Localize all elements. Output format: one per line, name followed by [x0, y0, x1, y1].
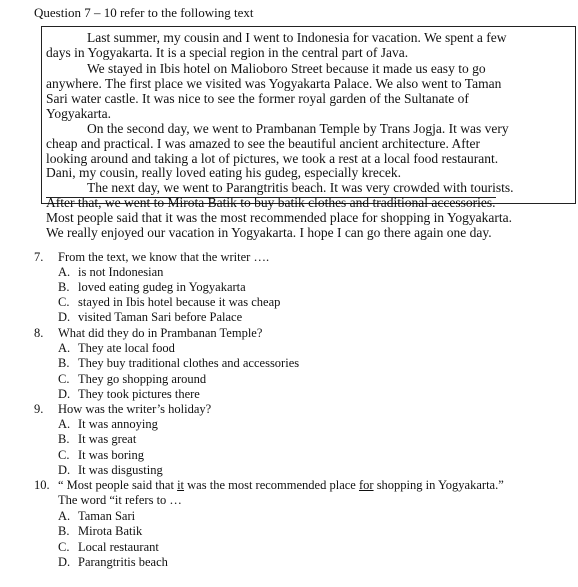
option-text: loved eating gudeg in Yogyakarta: [78, 280, 246, 294]
passage-line: Most people said that it was the most recommended place for shopping in Yogyakarta.: [46, 210, 513, 225]
answer-option[interactable]: [58, 387, 200, 402]
passage-line: We stayed in Ibis hotel on Malioboro Street because it made us easy to go: [87, 61, 486, 76]
underlined-word: for: [358, 478, 374, 492]
passage-line: The next day, we went to Parangtritis beach. It was very crowded with tourists.: [87, 180, 514, 195]
option-letter: D.: [58, 463, 71, 477]
question-text: What did they do in Prambanan Temple?: [58, 326, 263, 340]
option-text: is not Indonesian: [78, 265, 164, 279]
question-text: How was the writer’s holiday?: [58, 402, 212, 416]
passage-line: Dani, my cousin, really loved eating his gudeg, especially krecek.: [46, 165, 402, 180]
option-letter: D.: [58, 387, 71, 401]
option-text: visited Taman Sari before Palace: [78, 310, 243, 324]
answer-option[interactable]: [58, 524, 142, 539]
question-subtext: The word “it refers to …: [58, 493, 182, 507]
question-text-part: “ Most people said that: [58, 478, 178, 492]
passage-line: looking around and taking a lot of pictures, we took a rest at a local food restaurant.: [46, 151, 499, 166]
question-text-part: shopping in Yogyakarta.”: [373, 478, 504, 492]
answer-option[interactable]: [58, 295, 280, 310]
option-letter: D.: [58, 555, 71, 569]
option-letter: C.: [58, 295, 70, 309]
option-text: It was disgusting: [78, 463, 163, 477]
option-letter: C.: [58, 372, 70, 386]
passage-line: Yogyakarta.: [46, 106, 111, 121]
option-text: They took pictures there: [78, 387, 200, 401]
question-text: From the text, we know that the writer ….: [58, 250, 270, 264]
answer-option[interactable]: [58, 372, 206, 387]
answer-option[interactable]: [58, 310, 242, 325]
question-text: [58, 478, 504, 493]
option-text: It was great: [78, 432, 137, 446]
answer-option[interactable]: [58, 509, 135, 524]
passage-line: After that, we went to Mirota Batik to buy batik clothes and traditional accessories.: [46, 195, 496, 210]
question-number: 7.: [34, 250, 44, 264]
answer-option[interactable]: [58, 417, 158, 432]
option-letter: B.: [58, 356, 70, 370]
passage-line: cheap and practical. I was amazed to see the beautiful ancient architecture. After: [46, 136, 481, 151]
passage-line: On the second day, we went to Prambanan Temple by Trans Jogja. It was very: [87, 121, 509, 136]
answer-option[interactable]: [58, 265, 163, 280]
answer-option[interactable]: [58, 555, 168, 570]
option-text: Taman Sari: [78, 509, 136, 523]
answer-option[interactable]: [58, 341, 175, 356]
option-letter: C.: [58, 540, 70, 554]
answer-option[interactable]: [58, 356, 299, 371]
option-text: Mirota Batik: [78, 524, 143, 538]
passage-line: Sari water castle. It was nice to see the former royal garden of the Sultanate of: [46, 91, 469, 106]
option-letter: A.: [58, 341, 71, 355]
option-text: Local restaurant: [78, 540, 159, 554]
option-text: It was annoying: [78, 417, 158, 431]
option-letter: B.: [58, 280, 70, 294]
option-letter: B.: [58, 524, 70, 538]
option-letter: B.: [58, 432, 70, 446]
answer-option[interactable]: [58, 463, 163, 478]
answer-option[interactable]: [58, 540, 159, 555]
passage-line: anywhere. The first place we visited was Yogyakarta Palace. We also went to Taman: [46, 76, 502, 91]
question-number: 8.: [34, 326, 44, 340]
option-text: They buy traditional clothes and accessories: [78, 356, 300, 370]
option-letter: D.: [58, 310, 71, 324]
question-number: 9.: [34, 402, 44, 416]
option-letter: C.: [58, 448, 70, 462]
answer-option[interactable]: [58, 280, 246, 295]
question-heading: Question 7 – 10 refer to the following text: [34, 5, 254, 20]
answer-option[interactable]: [58, 448, 144, 463]
underlined-word: it: [177, 478, 185, 492]
passage-line: days in Yogyakarta. It is a special region in the central part of Java.: [46, 45, 409, 60]
passage-line: We really enjoyed our vacation in Yogyakarta. I hope I can go there again one day.: [46, 225, 492, 240]
question-number: 10.: [34, 478, 50, 492]
question-text-part: was the most recommended place: [184, 478, 359, 492]
answer-option[interactable]: [58, 432, 136, 447]
option-text: stayed in Ibis hotel because it was cheap: [78, 295, 281, 309]
option-text: It was boring: [78, 448, 144, 462]
passage-line: Last summer, my cousin and I went to Indonesia for vacation. We spent a few: [87, 30, 507, 45]
option-text: Parangtritis beach: [78, 555, 168, 569]
option-letter: A.: [58, 417, 71, 431]
option-letter: A.: [58, 509, 71, 523]
option-text: They go shopping around: [78, 372, 207, 386]
option-text: They ate local food: [78, 341, 175, 355]
option-letter: A.: [58, 265, 71, 279]
